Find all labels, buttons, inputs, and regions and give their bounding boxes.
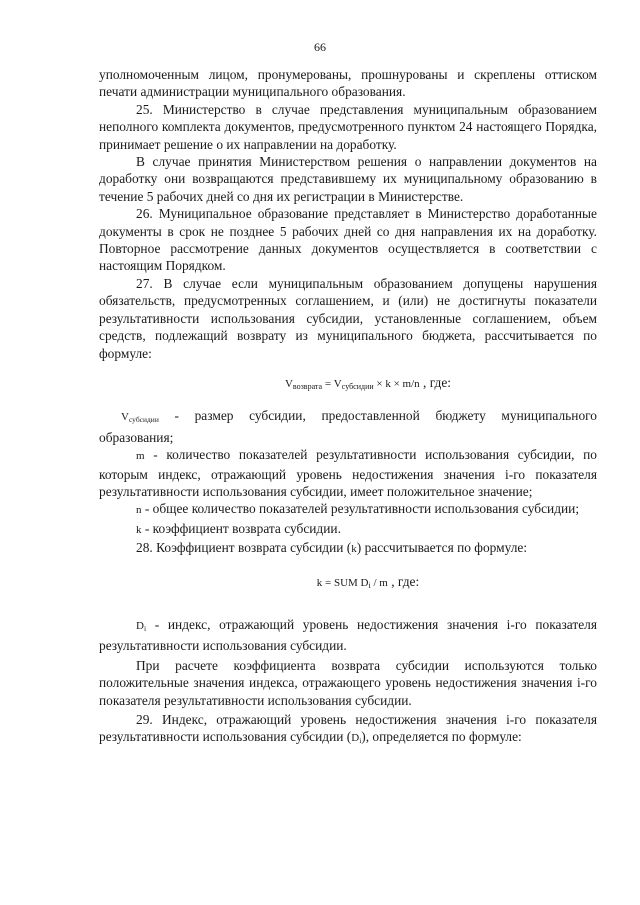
formula-return-volume: $V_{возврата} = V_{субсидии} \times k \times m/n$ , где:	[284, 374, 452, 391]
paragraph-25-return: В случае принятия Министерством решения о направлении документов на доработку они возвращаются представившему их муниципальному образованию в течение 5 рабочих дней со дня их регистрации в Министерстве.	[99, 154, 597, 204]
paragraph-26: 26. Муниципальное образование представляет в Министерство доработанные документы в срок не позднее 5 рабочих дней со дня направления их на доработку. Повторное рассмотрение данных документов осуществляется в соответствии с настоящим Порядком.	[99, 206, 597, 274]
paragraph-28: 28. Коэффициент возврата субсидии (k) рассчитывается по формуле:	[136, 540, 528, 556]
definition-di: Di - индекс, отражающий уровень недостижения значения i-го показателя результативности использования субсидии.	[99, 616, 597, 654]
page-number: 66	[314, 40, 326, 54]
definition-k: k - коэффициент возврата субсидии.	[136, 520, 341, 536]
definition-m: m - количество показателей результативности использования субсидии, по которым индекс, отражающий уровень недостижения значения i-го показателя результативности использования субсидии, имеет положительное значение;	[99, 447, 597, 499]
paragraph-29: 29. Индекс, отражающий уровень недостижения значения i-го показателя результативности использования субсидии (Di), определяется по формуле:	[99, 712, 597, 746]
paragraph-27: 27. В случае если муниципальным образованием допущены нарушения обязательств, предусмотренных соглашением, и (или) не достигнуты показатели результативности использования субсидии, установленные соглашением, объем средств, подлежащий возврату из муниципального бюджета, рассчитывается по формуле:	[99, 275, 597, 361]
formula-coefficient: k = SUM $D_i$ / m , где:	[316, 573, 420, 590]
definition-v-subsidy: Vсубсидии - размер субсидии, предоставленной бюджету муниципального образования;	[99, 408, 597, 445]
paragraph-25: 25. Министерство в случае представления муниципальным образованием неполного комплекта документов, предусмотренного пунктом 24 настоящего Порядка, принимает решение о их направлении на доработку.	[99, 101, 597, 152]
definition-n: n - общее количество показателей результативности использования субсидии;	[136, 501, 580, 517]
page-body	[99, 66, 597, 750]
paragraph-continuation: уполномоченным лицом, пронумерованы, прошнурованы и скреплены оттиском печати администрации муниципального образования.	[99, 67, 597, 100]
paragraph-positive-values: При расчете коэффициента возврата субсидии используются только положительные значения индекса, отражающего уровень недостижения значения i-го показателя результативности использования субсидии.	[99, 657, 597, 708]
